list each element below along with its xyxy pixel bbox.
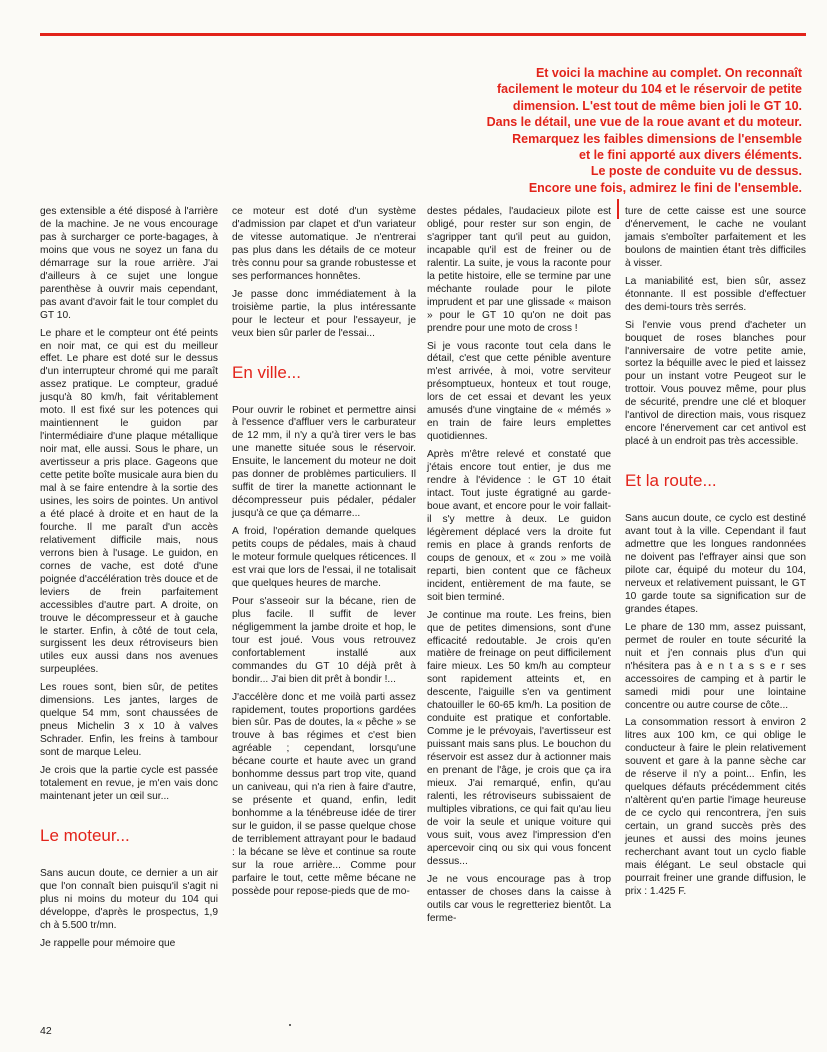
section-heading-la-route: Et la route... (625, 471, 717, 491)
caption-line: facilement le moteur du 104 et le réservoir de petite (497, 82, 802, 97)
photo-caption (300, 65, 802, 196)
caption-line: Le poste de conduite vu de dessus. (590, 164, 802, 179)
paragraph: Je rappelle pour mémoire que (40, 937, 176, 949)
paragraph: Je passe donc immédiatement à la troisième partie, la plus intéressante pour le lecteur et pour l'essayeur, je veux bien sûr parler de l'essai... (232, 288, 416, 339)
paragraph: Sans aucun doute, ce cyclo est destiné avant tout à la ville. Cependant il faut admettre que les longues randonnées ne doivent pas l'effrayer ainsi que son pilote car, équipé du moteur du 104, nerveux et relativement puissant, le GT 10 garde toute sa signification sur de grandes étapes. (625, 513, 806, 615)
paragraph: Pour s'asseoir sur la bécane, rien de plus facile. Il suffit de lever négligemment la jambe droite et hop, le tour est joué. Vous vous retrouvez confortablement installé aux commandes du GT 10 déjà prêt à bondir... J'ai bien dit prêt à bondir !... (232, 595, 416, 685)
paragraph: J'accélère donc et me voilà parti assez rapidement, toutes proportions gardées bien sûr. Pas de doutes, la « pêche » se trouve à bas régimes et c'est bien agréable ; cependant, lorsqu'une bécane courte et haute avec un grand bonhomme dessus part trop vite, quand un caniveau, qui n'a rien à faire d'autre, se présente et quand, enfin, ledit bonhomme a la ténébreuse idée de tirer sur le guidon, il se passe quelque chose de terriblement attrayant pour le badaud : la bécane se lève et continue sa route sur la roue arrière... Comme pour parfaire le tout, cette même bécane ne possède pour repose-pieds que de mo- (232, 691, 416, 897)
paragraph: Pour ouvrir le robinet et permettre ainsi à l'essence d'affluer vers le carburateur de 12 mm, il n'y a qu'à tirer vers le bas une manette située sous le réservoir. Ensuite, le lancement du moteur ne doit pas donner de problèmes particuliers. Il suffit de tirer la manette actionnant le décompresseur puis pédaler, pédaler jusqu'à ce que ça démarre... (232, 404, 416, 520)
column-accent-rule (617, 199, 619, 219)
paragraph: Le phare de 130 mm, assez puissant, permet de rouler en toute sécurité la nuit et j'en connais plus d'un qui n'hésitera pas à e n t a s s e r ses accessoires de camping et à partir le samedi midi pour une lointaine concentre ou autre course de côte... (625, 621, 806, 711)
top-red-rule (40, 33, 806, 36)
section-heading-moteur: Le moteur... (40, 825, 130, 845)
paragraph: Je ne vous encourage pas à trop entasser de choses dans la caisse à outils car vous le regretteriez bientôt. La ferme- (427, 873, 611, 924)
caption-line: Et voici la machine au complet. On reconnaît (535, 66, 802, 80)
paragraph: La consommation ressort à environ 2 litres aux 100 km, ce qui oblige le conducteur à faire le plein relativement souvent et gare à la panne sèche car de réserve il n'y a point... Enfin, les quelques défauts précédemment cités n'altèrent qu'en partie l'image heureuse de ce cyclo qui rencontrera, j'en suis certain, un grand succès près des jeunes et aussi des moins jeunes recherchant avant tout un cyclo fiable mais élégant. Le seul obstacle qui pourrait freiner une grande diffusion, le prix : 1.425 F. (625, 717, 806, 897)
caption-line: Dans le détail, une vue de la roue avant et du moteur. (486, 115, 802, 130)
article-column-2 (232, 206, 416, 904)
paragraph: La maniabilité est, bien sûr, assez étonnante. Il est possible d'effectuer des demi-tours très serrés. (625, 275, 806, 313)
article-column-3 (427, 206, 611, 930)
paragraph: Les roues sont, bien sûr, de petites dimensions. Les jantes, larges de quelque 54 mm, sont chaussées de pneus Michelin 3 x 10 à valves Schrader. Enfin, les freins à tambour sont de marque Leleu. (40, 682, 218, 759)
paragraph: Si l'envie vous prend d'acheter un bouquet de roses blanches pour l'anniversaire de votre petite amie, sortez la béquille avec le pied et laissez pour un instant votre Peugeot sur le trottoir. Vous pouvez même, pour plus de sécurité, prendre une clé et bloquer l'antivol de direction mais, vous risquez encore l'énervement car cet antivol est placé à un endroit pas très accessible. (625, 319, 806, 448)
paragraph: Après m'être relevé et constaté que j'étais encore tout entier, je dus me rendre à l'évidence : le GT 10 était intact. Tout juste égratigné au garde-boue avant, et encore pour le voir fallait-il s'y mettre à deux. Le guidon légèrement déplacé vers la droite fut remis en place à grands renforts de coups de genoux, et « zou » me voilà reparti, bien content que ce fâcheux incident, entièrement de ma faute, se soit bien terminé. (427, 449, 611, 603)
caption-line: Remarquez les faibles dimensions de l'ensemble (512, 131, 802, 146)
paragraph: Si je vous raconte tout cela dans le détail, c'est que cette pénible aventure m'est arrivée, à moi, votre serviteur présomptueux, honteux et tout rouge, lors de cet essai et devant les yeux amusés d'une vingtaine de « mémés » en train de faire leurs emplettes quotidiennes. (427, 340, 611, 443)
page-number: 42 (40, 1025, 52, 1037)
paragraph: ce moteur est doté d'un système d'admission par clapet et d'un variateur de vitesse automatique. Je n'entrerai pas plus dans les détails de ce moteur très connu pour sa grande robustesse et ses performances honnêtes. (232, 206, 416, 282)
caption-line: dimension. L'est tout de même bien joli le GT 10. (512, 98, 802, 113)
paragraph: Je continue ma route. Les freins, bien que de petites dimensions, sont d'une efficacité redoutable. Je crois qu'en matière de freinage on peut difficilement faire mieux. Les 50 km/h au compteur sont rapidement atteints et, en descente, l'aiguille s'en va gentiment chatouiller le 60-65 km/h. La position de conduite est pratique et confortable. Comme je le prévoyais, l'avertisseur est puissant mais sans plus. Le bouchon du réservoir est assez dur à actionner mais en prenant de l'âge, je crois que ça ira mieux. J'ai remarqué, enfin, qu'au ralenti, les rétroviseurs subissaient de multiples vibrations, ce qui fait qu'au lieu de voir la seule et unique voiture qui vous suit, vous avez l'impression d'en apercevoir cinq ou six qui vous foncent dessus... (427, 609, 611, 867)
paragraph: destes pédales, l'audacieux pilote est obligé, pour rester sur son engin, de s'agripper tant qu'il peut au guidon, incapable qu'il est de freiner ou de ralentir. La suite, je vous la raconte pour la petite histoire, elle se termine par une méchante roulade pour le pilote imprudent et par une glissade « maison » pour le GT 10 qu'on ne doit pas prendre pour une moto de cross ! (427, 206, 611, 334)
paragraph: Sans aucun doute, ce dernier a un air que l'on connaît bien puisqu'il s'agit ni plus ni moins du moteur du 104 qui développe, d'après le prospectus, 1,9 ch à 5.500 tr/mn. (40, 867, 218, 931)
caption-line: et le fini apporté aux divers éléments. (579, 148, 802, 163)
print-dot (289, 1024, 291, 1026)
paragraph: Le phare et le compteur ont été peints en noir mat, ce qui est du meilleur effet. Le phare est doté sur le dessus d'un interrupteur chromé qui me paraît assez pratique. Le compteur, gradué jusqu'à 80 km/h, fait véritablement moto. Il est fixé sur les potences qui maintiennent le guidon par l'intermédiaire d'une plaque métallique noir mat, elle aussi. Sous le phare, un avertisseur a pris place. Gageons que cette petite boîte musicale aura bien du mal à se faire entendre à la sortie des usines, les soirs de pointes. Un antivol a été placé à droite et en haut de la fourche. Il me paraît d'un accès relativement difficile mais, nous verrons bien à l'usage. Le guidon, en cornes de vache, est doté d'une poignée d'accélération très douce et de leviers de frein parfaitement accessibles d'autre part. A droite, on trouve le décompresseur et à gauche le starter. Enfin, à côté de tout cela, surgissent les deux rétroviseurs bien utiles eux aussi dans nos avenues surpeuplées. (40, 327, 218, 676)
paragraph: Je crois que la partie cycle est passée totalement en revue, je m'en vais donc maintenant jeter un œil sur... (40, 765, 218, 802)
paragraph: A froid, l'opération demande quelques petits coups de pédales, mais à chaud le moteur formule quelques réticences. Il est vrai que lors de l'essai, il ne totalisait que quelques heures de marche. (232, 526, 416, 589)
section-heading-en-ville: En ville... (232, 362, 301, 382)
paragraph: ges extensible a été disposé à l'arrière de la machine. Je ne vous encourage pas à surcharger ce porte-bagages, à moins que vous ne soyez un fana du démarrage sur la roue arrière. J'ai d'ailleurs à ce sujet une longue parenthèse à ouvrir mais cependant, pas avant d'avoir fait le tour complet du GT 10. (40, 206, 218, 321)
caption-line: Encore une fois, admirez le fini de l'ensemble. (528, 180, 802, 195)
paragraph: ture de cette caisse est une source d'énervement, le cache ne voulant jamais s'emboîter parfaitement et les boulons de maintien étant très difficiles à visser. (625, 206, 806, 269)
article-column-1 (40, 206, 218, 956)
article-column-4 (625, 206, 806, 904)
